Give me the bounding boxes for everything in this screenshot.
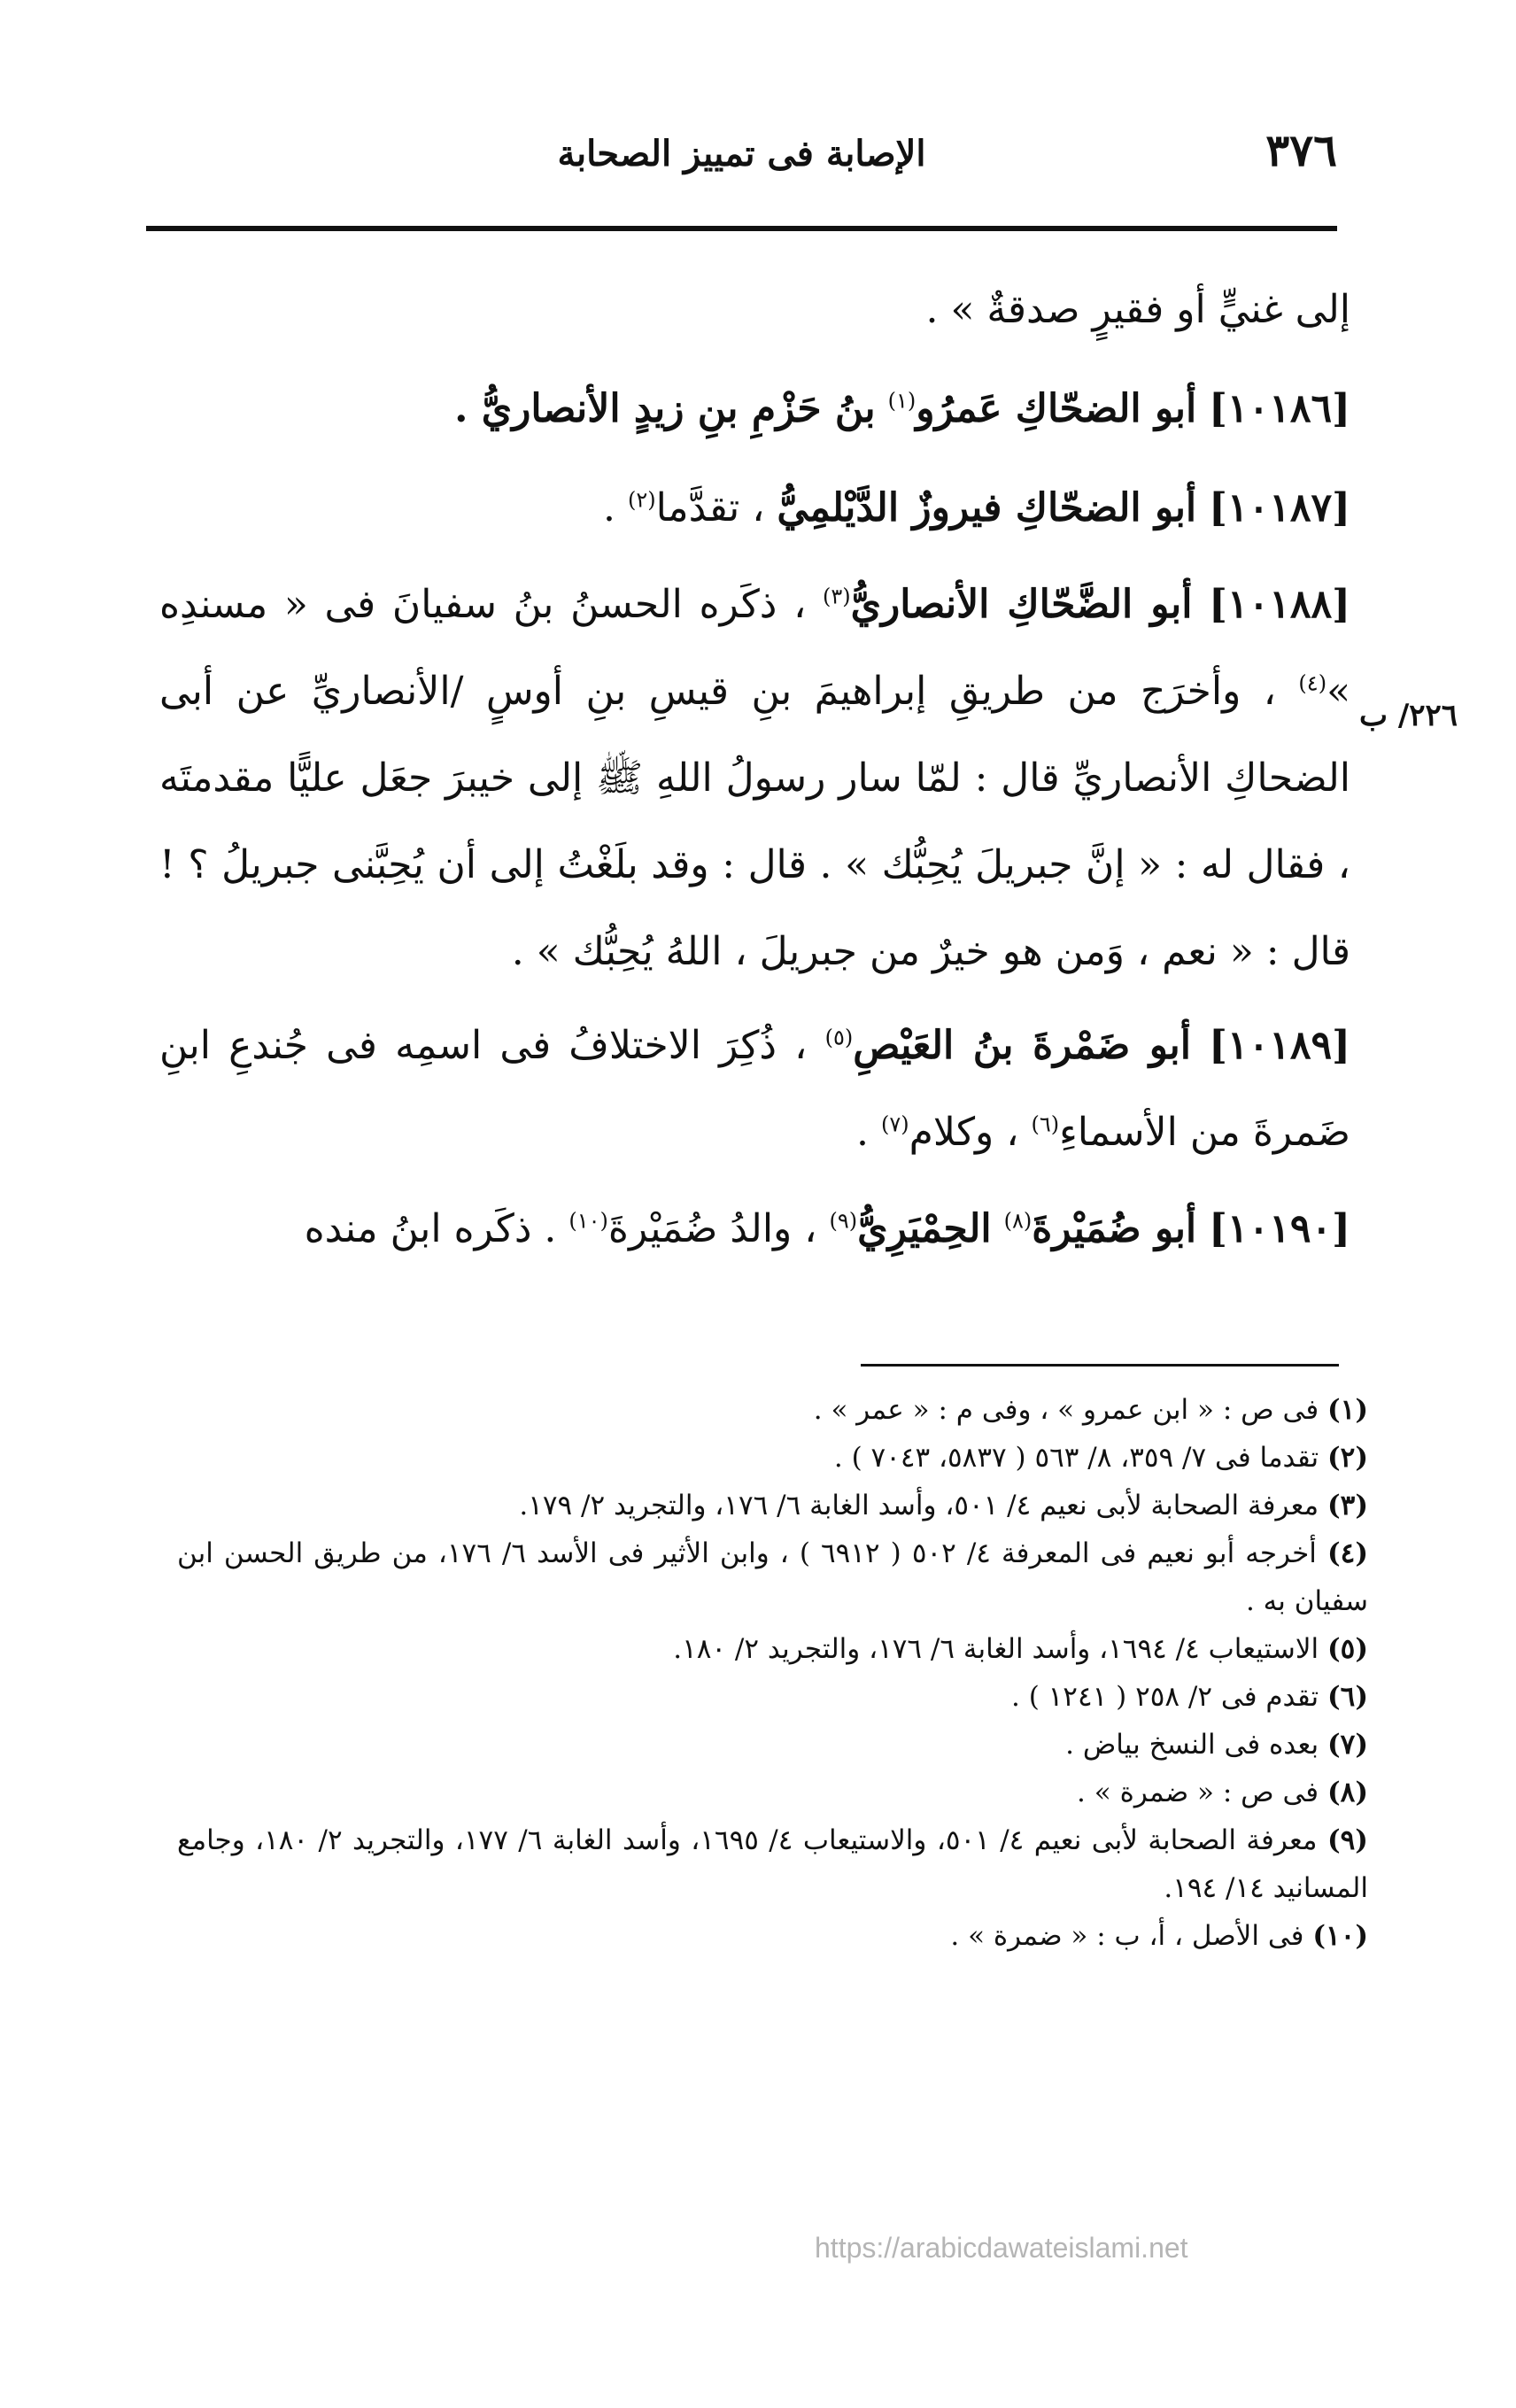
footnote-text: تقدم فى ٢/ ٢٥٨ ( ١٢٤١ ) . [1011,1681,1319,1713]
footnote-9 [177,1816,1368,1912]
footnote-3 [177,1482,1368,1529]
entry-number: [١٠١٨٧] [1209,485,1350,530]
entry-10187 [159,462,1350,554]
entry-text: ، تقدَّما [655,485,765,530]
entry-name: أبو الضَّحّاكِ الأنصاريُّ [850,582,1193,627]
entry-text: ، ذكَره الحسنُ بنُ سفيانَ فى « مسندِه » [159,582,1350,714]
entry-10188 [159,561,1350,995]
footnote-ref: (٨) [1327,1777,1368,1808]
footnote-ref: (١) [1327,1394,1368,1426]
entry-number: [١٠١٨٦] [1209,386,1350,431]
footnote-marker: (٣) [822,584,851,609]
footnote-text: فى ص : « ابن عمرو » ، وفى م : « عمر » . [813,1394,1319,1426]
running-title: الإصابة فى تمييز الصحابة [557,133,926,174]
footnote-text: تقدما فى ٧/ ٣٥٩، ٨/ ٥٦٣ ( ٥٨٣٧، ٧٠٤٣ ) . [833,1442,1319,1474]
footnote-text: فى ص : « ضمرة » . [1077,1777,1319,1808]
footnote-ref: (٦) [1327,1681,1368,1713]
continuation-line: إلى غنيٍّ أو فقيرٍ صدقةٌ » . [925,287,1350,332]
footnote-4 [177,1529,1368,1625]
main-text [159,264,1350,1275]
entry-name-nisba: الحِمْيَرِيُّ [857,1206,992,1251]
entry-text: ، وأخرَج من طريقِ إبراهيمَ بنِ قيسِ بنِ أوسٍ /الأنصاريِّ عن أبى الضحاكِ الأنصاريِّ قال : لمّا سار رسولُ اللهِ ﷺ إلى خيبرَ جعَل عليًّا مقدمتَه ، فقال له : « إنَّ جبريلَ يُحِبُّك » . قال : وقد بلَغْتُ إلى أن يُحِبَّنى جبريلُ ؟ ! قال : « نعم ، وَمن هو خيرٌ من جبريلَ ، اللهُ يُحِبُّك » . [159,669,1350,974]
footnote-ref: (١٠) [1312,1920,1368,1952]
entry-10186 [159,363,1350,455]
source-watermark: https://arabicdawateislami.net [815,2232,1188,2264]
entry-name: أبو ضُمَيْرةَ [1032,1206,1197,1251]
footnote-ref: (٣) [1327,1490,1368,1521]
footnote-ref: (٤) [1327,1537,1368,1569]
footnote-text: معرفة الصحابة لأبى نعيم ٤/ ٥٠١، والاستيعاب ٤/ ١٦٩٥، وأسد الغابة ٦/ ١٧٧، والتجريد ٢/ ١٨٠، وجامع المسانيد ١٤/ ١٩٤. [177,1824,1368,1904]
entry-end: . [603,485,615,530]
entry-end: . [855,1110,869,1155]
footnote-5 [177,1625,1368,1673]
footnote-2 [177,1434,1368,1482]
footnote-marker: (٦) [1031,1111,1060,1137]
entry-name: أبو ضَمْرةَ بنُ العَيْصِ [853,1023,1191,1068]
entry-10190 [159,1183,1350,1275]
page-header [146,124,1337,186]
footnote-ref: (٢) [1327,1442,1368,1474]
footnote-marker: (٧) [880,1111,909,1137]
footnote-marker: (١٠) [568,1208,608,1234]
footnote-marker: (٨) [1003,1208,1033,1234]
entry-text: ، ذُكِرَ الاختلافُ فى اسمِه فى جُندعِ ابنِ ضَمرةَ من الأسماءِ [159,1023,1350,1155]
footnote-text: فى الأصل ، أ، ب : « ضمرة » . [950,1920,1304,1952]
footnote-1 [177,1386,1368,1434]
footnote-text: أخرجه أبو نعيم فى المعرفة ٤/ ٥٠٢ ( ٦٩١٢ ) ، وابن الأثير فى الأسد ٦/ ١٧٦، من طريق الحسن ابن سفيان به . [177,1537,1368,1617]
footnote-marker: (٩) [829,1208,858,1234]
header-divider [146,226,1337,231]
footnote-marker: (٤) [1298,670,1327,696]
entry-number: [١٠١٨٩] [1209,1023,1350,1068]
entry-text: . ذكَره ابنُ منده [304,1206,557,1251]
footnote-ref: (٧) [1327,1729,1368,1761]
entry-text: بنُ حَزْمِ بنِ زيدٍ الأنصاريُّ . [454,386,876,431]
entry-name: أبو الضحّاكِ عَمرُو [916,386,1197,431]
footnote-6 [177,1673,1368,1721]
entry-number: [١٠١٩٠] [1209,1206,1350,1251]
footnote-ref: (٩) [1326,1824,1368,1856]
footnotes [177,1386,1368,1960]
footnote-marker: (١) [887,388,917,414]
margin-folio-note: ٢٢٦/ ب [1359,698,1458,733]
footnote-divider [861,1364,1339,1367]
footnote-text: بعده فى النسخ بياض . [1065,1729,1319,1761]
entry-10189 [159,1003,1350,1176]
footnote-marker: (٥) [824,1025,854,1050]
footnote-text: الاستيعاب ٤/ ١٦٩٤، وأسد الغابة ٦/ ١٧٦، والتجريد ٢/ ١٨٠. [673,1633,1319,1665]
entry-number: [١٠١٨٨] [1209,582,1350,627]
footnote-marker: (٢) [628,487,656,513]
entry-text: ، وكلام [909,1110,1019,1155]
entry-name: أبو الضحّاكِ فيروزٌ الدَّيْلمِيُّ [777,485,1197,530]
footnote-7 [177,1721,1368,1769]
footnote-8 [177,1769,1368,1816]
entry-text: ، والدُ ضُمَيْرةَ [607,1206,817,1251]
page-number: ٣٧٦ [1265,124,1337,176]
footnote-text: معرفة الصحابة لأبى نعيم ٤/ ٥٠١، وأسد الغابة ٦/ ١٧٦، والتجريد ٢/ ١٧٩. [519,1490,1319,1521]
footnote-10 [177,1912,1368,1960]
footnote-ref: (٥) [1327,1633,1368,1665]
